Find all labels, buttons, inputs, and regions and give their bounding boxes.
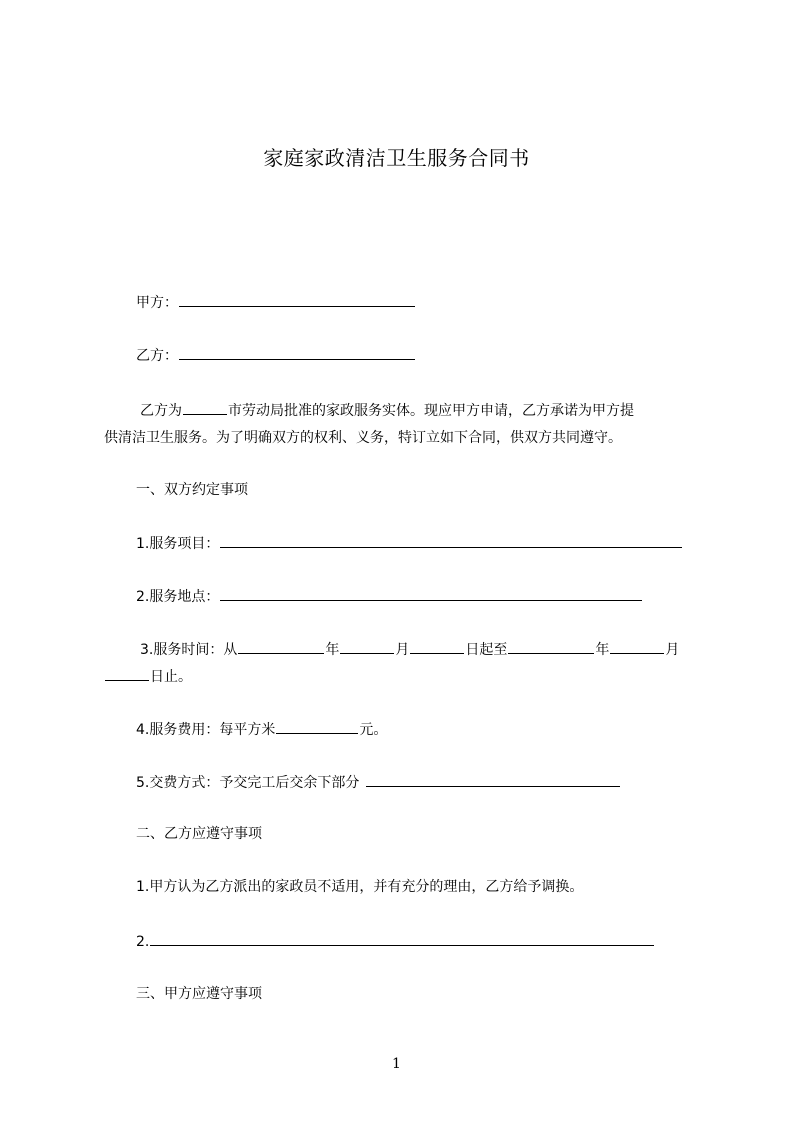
service-fee-unit: 元。 xyxy=(359,722,388,738)
start-month-text: 月 xyxy=(395,642,410,658)
intro-pre: 乙方为 xyxy=(140,403,182,419)
party-b-line xyxy=(136,344,416,366)
payment-method-line xyxy=(136,771,621,793)
section3-heading: 三、甲方应遵守事项 xyxy=(136,986,262,1002)
service-fee-blank[interactable] xyxy=(276,718,358,734)
party-b-label: 乙方： xyxy=(136,348,178,364)
end-day-text: 日止。 xyxy=(150,669,192,685)
service-fee-label: 4.服务费用：每平方米 xyxy=(136,722,276,738)
page-title: 家庭家政清洁卫生服务合同书 xyxy=(263,146,530,170)
service-location-line xyxy=(136,585,643,607)
intro-line-1 xyxy=(140,399,634,421)
payment-method-label: 5.交费方式：予交完工后交余下部分 xyxy=(136,775,360,791)
start-year-text: 年 xyxy=(325,642,340,658)
section1-heading: 一、双方约定事项 xyxy=(136,482,248,498)
service-fee-line xyxy=(136,718,387,740)
end-month-blank[interactable] xyxy=(610,638,664,654)
service-location-blank[interactable] xyxy=(220,585,642,601)
section2-item1: 1.甲方认为乙方派出的家政员不适用，并有充分的理由，乙方给予调换。 xyxy=(136,879,584,895)
payment-method-blank[interactable] xyxy=(366,771,620,787)
end-month-text: 月 xyxy=(665,642,680,658)
start-year-blank[interactable] xyxy=(238,638,324,654)
service-time-line xyxy=(140,638,679,660)
intro-line-2: 供清洁卫生服务。为了明确双方的权利、义务，特订立如下合同，供双方共同遵守。 xyxy=(104,430,622,446)
service-item-label: 1.服务项目： xyxy=(136,536,220,552)
party-b-blank[interactable] xyxy=(179,344,415,360)
service-time-line-2 xyxy=(104,665,192,687)
section2-item2-line xyxy=(136,930,655,952)
page-number: 1 xyxy=(392,1056,401,1072)
service-time-label: 3.服务时间：从 xyxy=(140,642,238,658)
intro-post: 市劳动局批准的家政服务实体。现应甲方申请，乙方承诺为甲方提 xyxy=(228,403,634,419)
end-day-blank[interactable] xyxy=(105,665,149,681)
section2-item2-blank[interactable] xyxy=(150,930,654,946)
end-year-blank[interactable] xyxy=(508,638,594,654)
party-a-line xyxy=(136,291,416,313)
start-day-blank[interactable] xyxy=(410,638,464,654)
section2-item2-label: 2. xyxy=(136,934,150,950)
party-a-blank[interactable] xyxy=(179,291,415,307)
service-item-line xyxy=(136,532,683,554)
service-item-blank[interactable] xyxy=(220,532,682,548)
service-location-label: 2.服务地点： xyxy=(136,589,220,605)
intro-city-blank[interactable] xyxy=(183,399,227,415)
end-year-text: 年 xyxy=(595,642,610,658)
start-day-text: 日起至 xyxy=(465,642,508,658)
start-month-blank[interactable] xyxy=(340,638,394,654)
party-a-label: 甲方： xyxy=(136,295,178,311)
section2-heading: 二、乙方应遵守事项 xyxy=(136,826,262,842)
